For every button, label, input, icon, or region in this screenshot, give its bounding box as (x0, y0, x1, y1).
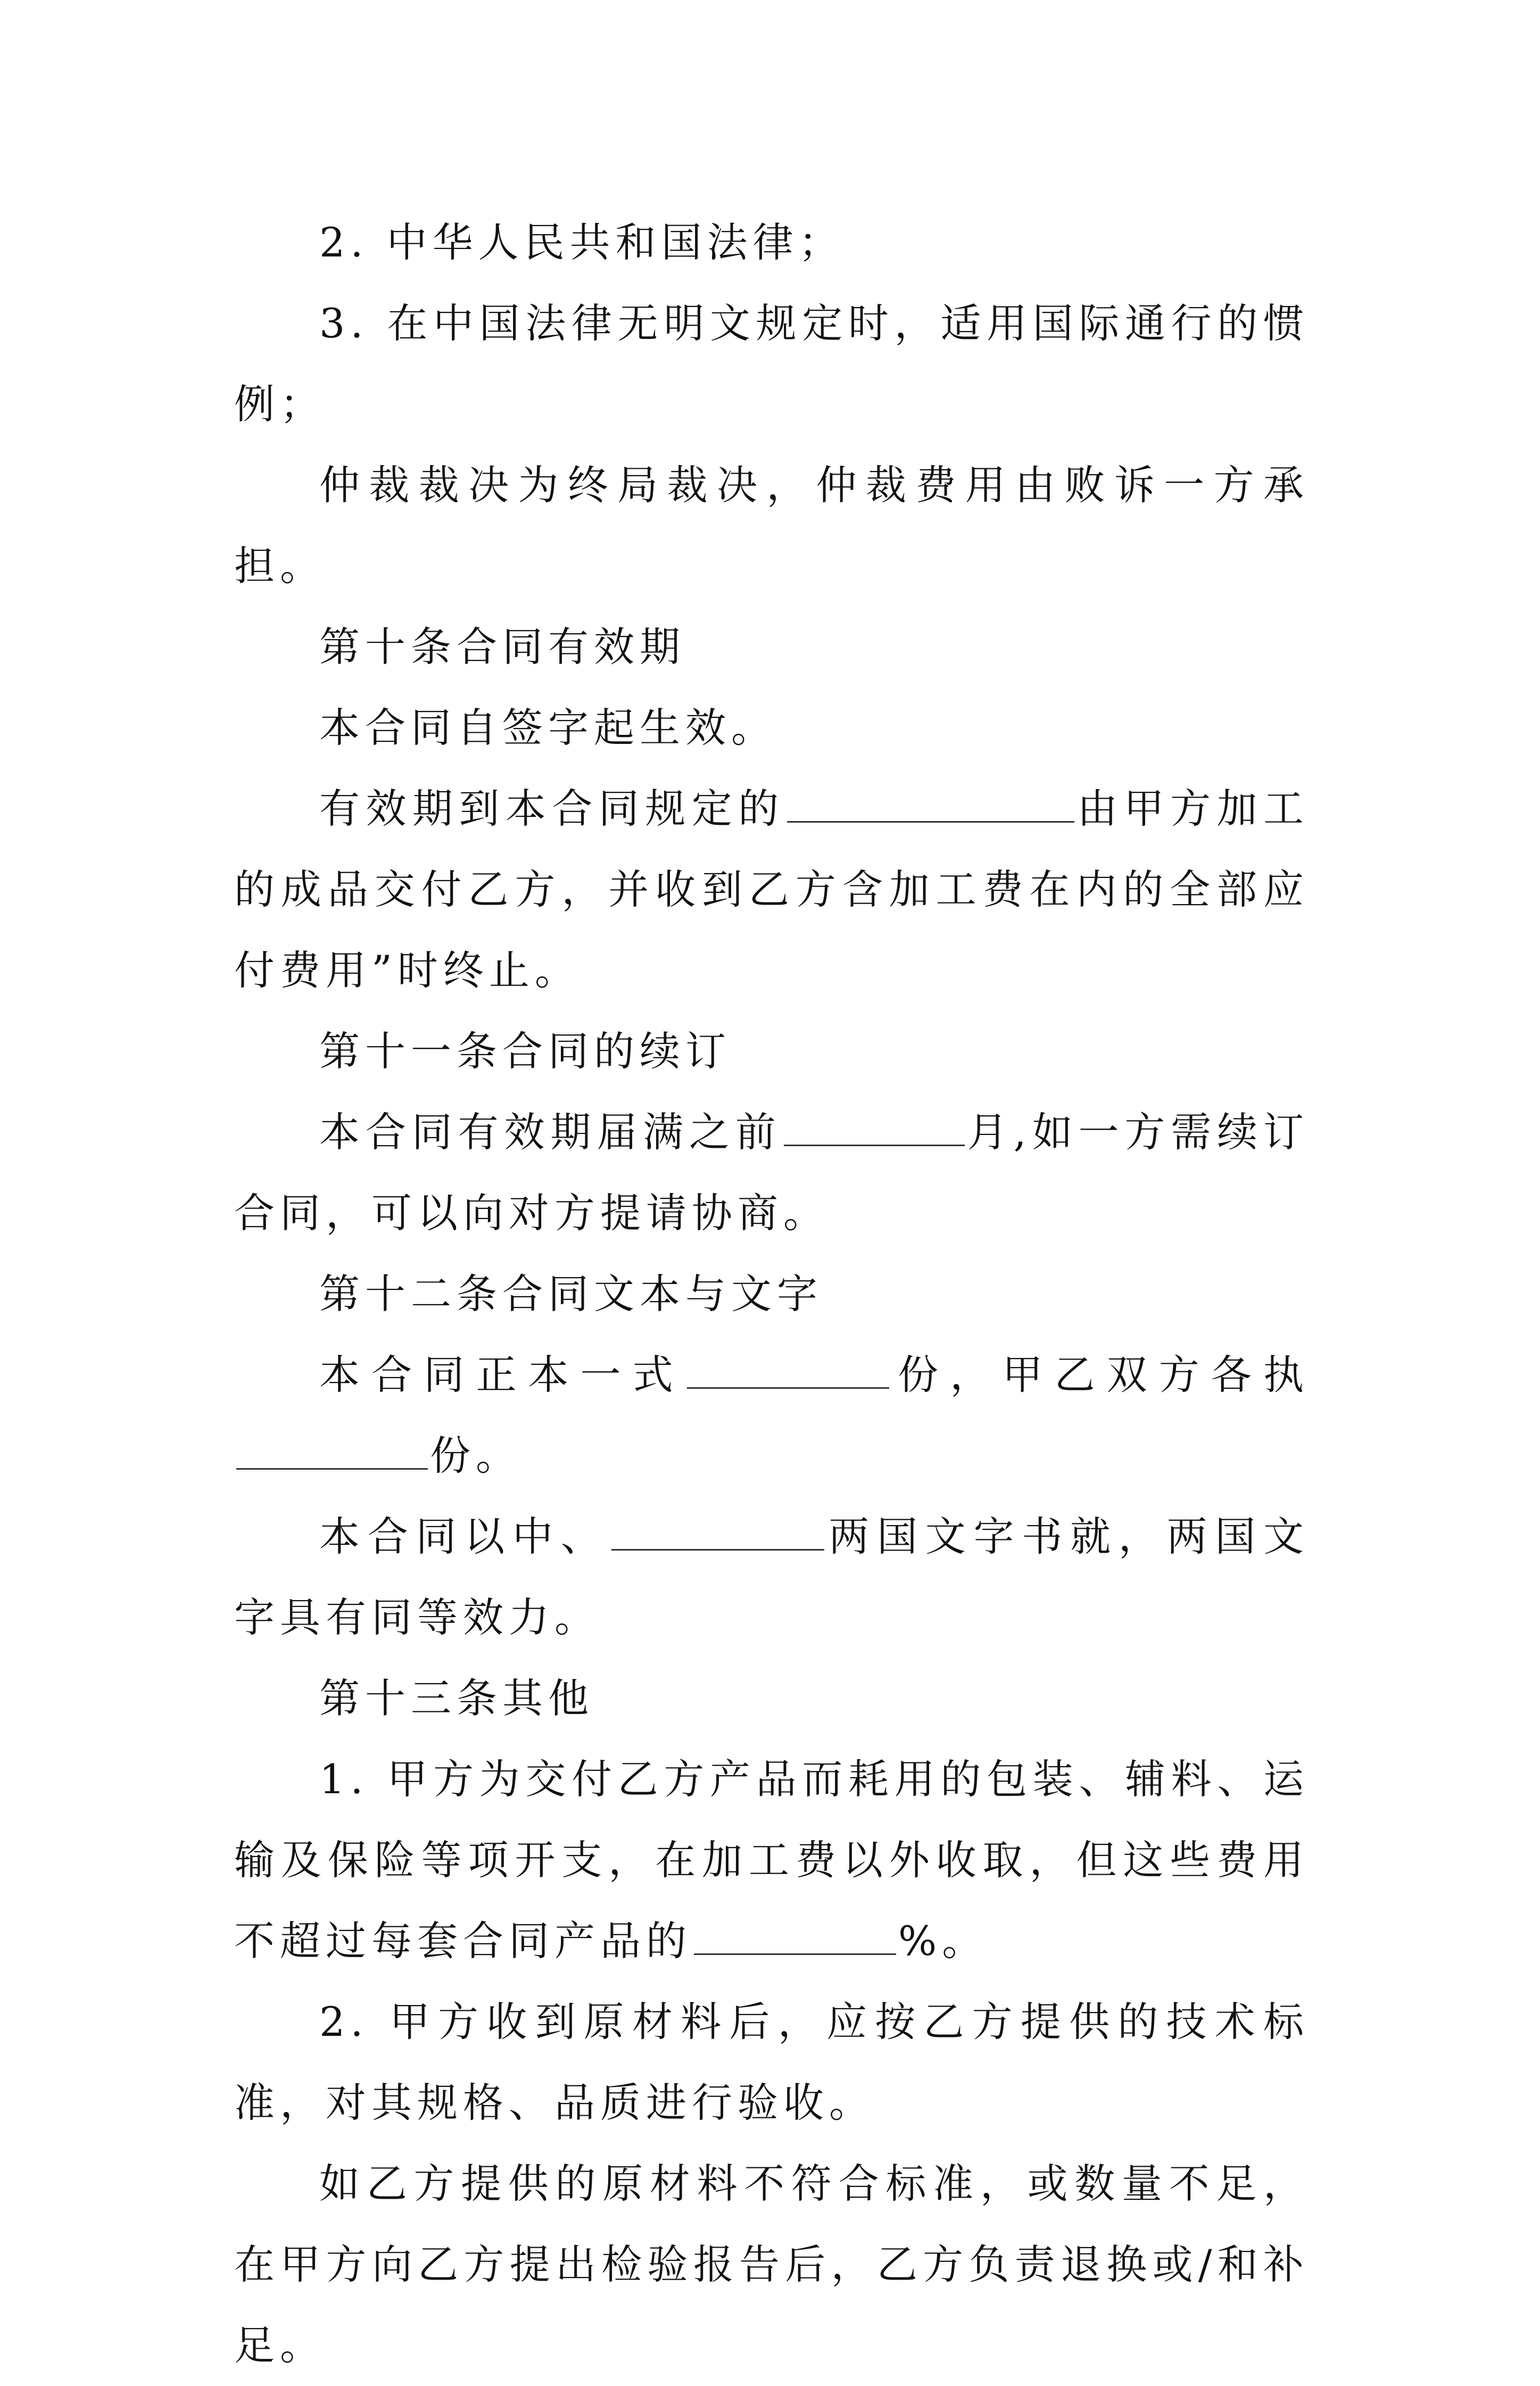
paragraph-text: 本合同以中、 (319, 1513, 609, 1560)
paragraph-text: %。 (898, 1917, 988, 1965)
paragraph-text: 仲裁裁决为终局裁决，仲裁费用由败诉一方承担。 (234, 461, 1309, 590)
heading-article-10 (234, 607, 1309, 687)
paragraph-arbitration (234, 445, 1309, 607)
blank-line (236, 1435, 428, 1470)
paragraph-text: 本合同有效期届满之前 (319, 1108, 782, 1156)
paragraph-text: 2. 中华人民共和国法律； (319, 219, 844, 266)
paragraph-text: 有效期到本合同规定的 (319, 785, 785, 832)
paragraph-law-item-2 (234, 202, 1309, 283)
paragraph-materials (234, 2143, 1309, 2386)
heading-text: 第十三条其他 (319, 1675, 594, 1722)
heading-text: 第十条合同有效期 (319, 623, 685, 670)
paragraph-text: 如乙方提供的原材料不符合标准，或数量不足，在甲方向乙方提出检验报告后，乙方负责退换或/和补足。 (234, 2160, 1309, 2369)
paragraph-copies (234, 1335, 1309, 1496)
paragraph-text: 3. 在中国法律无明文规定时，适用国际通行的惯例； (234, 300, 1309, 428)
blank-line (784, 1112, 965, 1146)
paragraph-text: 份。 (430, 1432, 521, 1479)
blank-line (611, 1516, 824, 1551)
blank-line (694, 1920, 896, 1955)
paragraph-text: 1. 甲方为交付乙方产品而耗用的包装、辅料、运输及保险等项开支，在加工费以外收取，但这些费用不超过每套合同产品的 (234, 1755, 1309, 1965)
paragraph-text: 两国文字书就，两国文字具有同等效力。 (234, 1513, 1309, 1641)
paragraph-text: 月,如一方需续订合同，可以向对方提请协商。 (234, 1108, 1309, 1237)
heading-article-11 (234, 1011, 1309, 1092)
heading-article-13 (234, 1658, 1309, 1739)
paragraph-other-item-2 (234, 1982, 1309, 2143)
heading-article-12 (234, 1254, 1309, 1335)
paragraph-validity (234, 768, 1309, 1011)
paragraph-text: 份，甲乙双方各执 (891, 1351, 1310, 1398)
paragraph-text: 本合同正本一式 (319, 1351, 685, 1398)
blank-line (787, 788, 1074, 823)
paragraph-effective (234, 687, 1309, 768)
paragraph-law-item-3 (234, 283, 1309, 445)
paragraph-other-item-1 (234, 1739, 1309, 1982)
document-body (234, 202, 1309, 2386)
blank-line (687, 1354, 889, 1389)
paragraph-text: 2. 甲方收到原材料后，应按乙方提供的技术标准，对其规格、品质进行验收。 (234, 1998, 1309, 2126)
heading-text: 第十二条合同文本与文字 (319, 1270, 823, 1318)
paragraph-renewal (234, 1092, 1309, 1254)
paragraph-text: 本合同自签字起生效。 (319, 704, 777, 751)
paragraph-languages (234, 1496, 1309, 1658)
paragraph-text: 由甲方加工的成品交付乙方，并收到乙方含加工费在内的全部应付费用”时终止。 (234, 785, 1310, 994)
heading-text: 第十一条合同的续订 (319, 1028, 731, 1075)
